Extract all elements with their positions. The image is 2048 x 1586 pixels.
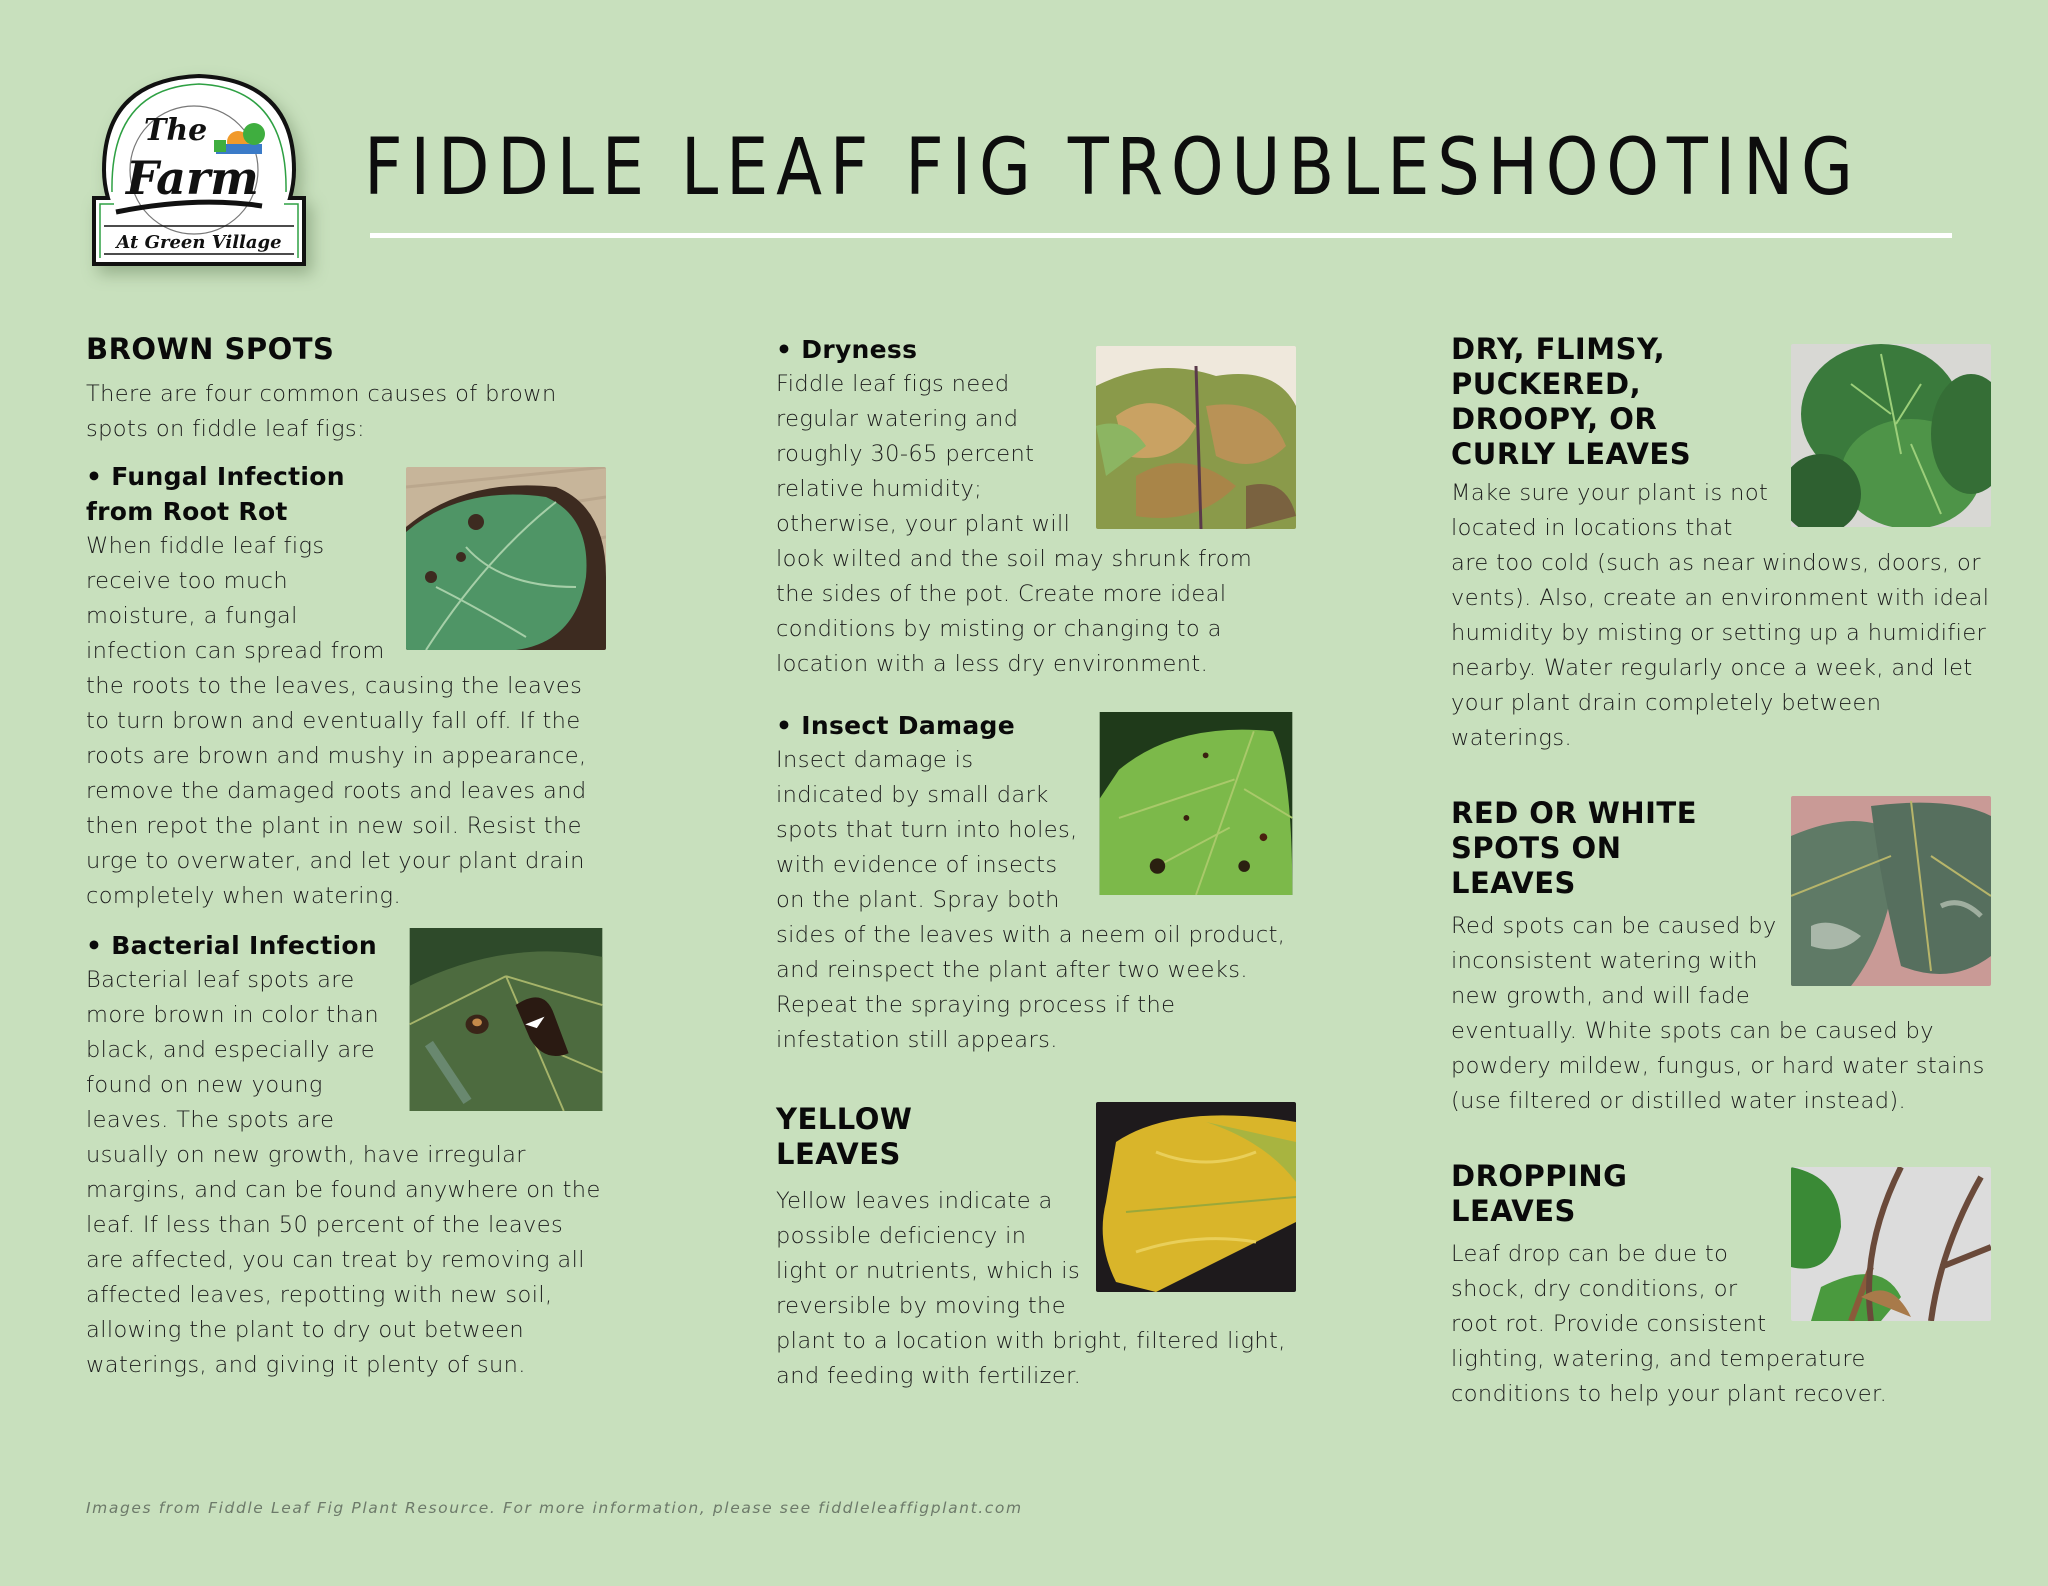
svg-text:At Green Village: At Green Village	[116, 232, 282, 253]
section-red-white-spots	[1451, 796, 1991, 1119]
column-middle	[776, 332, 1296, 1394]
section-yellow-leaves	[776, 1102, 1296, 1394]
heading-yellow-leaves: YELLOW LEAVES	[776, 1102, 913, 1171]
fungal-infection-text: When fiddle leaf figs receive too much moisture, a fungal infection can spread from the roots to the leaves, causing the leaves to turn brown and eventually fall off. If the roots are brown and mushy in appearance, remove the damaged roots and leaves and then repot the plant in new soil. Resist the urge to overwater, and let your plant drain completely when watering.	[86, 533, 587, 909]
brown-spots-intro: There are four common causes of brown spots on fiddle leaf figs:	[86, 381, 557, 442]
dropping-leaves-text: Leaf drop can be due to shock, dry conditions, or root rot. Provide consistent lighting, watering, and temperature conditions to help your plant recover.	[1451, 1241, 1888, 1407]
bacterial-infection-text: Bacterial leaf spots are more brown in color than black, and especially are found on new young leaves. The spots are usually on new growth, have irregular margins, and can be found anywhere on the leaf. If less than 50 percent of the leaves are affected, you can treat by removing all affected leaves, repotting with new soil, allowing the plant to dry out between waterings, and giving it plenty of sun.	[86, 967, 601, 1378]
leaf-with-holes-icon	[1096, 712, 1296, 895]
heading-dropping-leaves: DROPPING LEAVES	[1451, 1159, 1628, 1228]
bare-stems-icon	[1791, 1167, 1991, 1321]
fungal-leaf-photo	[406, 467, 606, 650]
insect-damage-photo	[1096, 712, 1296, 895]
svg-text:The: The	[144, 113, 208, 148]
heading-dryness: • Dryness	[776, 335, 918, 364]
heading-red-white-spots: RED OR WHITE SPOTS ON LEAVES	[1451, 796, 1698, 900]
the-farm-logo	[86, 66, 312, 272]
dryness-photo	[1096, 346, 1296, 529]
section-dryness	[776, 332, 1296, 682]
insect-damage-text: Insect damage is indicated by small dark spots that turn into holes, with evidence of insects on the plant. Spray both sides of the leaves with a neem oil product, and reinspect the plant after two weeks. Repeat the spraying process if the infestation still appears.	[776, 747, 1286, 1053]
droopy-leaves-photo	[1791, 344, 1991, 527]
title-divider	[370, 233, 1952, 238]
svg-text:Farm: Farm	[126, 151, 259, 205]
heading-brown-spots: BROWN SPOTS	[86, 332, 335, 366]
heading-bacterial-infection: • Bacterial Infection	[86, 931, 377, 960]
leaves-with-white-spots-icon	[1791, 796, 1991, 986]
section-dry-flimsy-leaves	[1451, 332, 1991, 756]
section-dropping-leaves	[1451, 1159, 1991, 1412]
leaf-with-dark-spots-icon	[406, 467, 606, 650]
column-brown-spots	[86, 332, 606, 1383]
wilted-leaves-icon	[1096, 346, 1296, 529]
heading-fungal-infection: • Fungal Infection from Root Rot	[86, 462, 345, 526]
dry-flimsy-leaves-text: Make sure your plant is not located in locations that are too cold (such as near windows, doors, or vents). Also, create an environment with ideal humidity by misting or setting up a humidifier nearby. Water regularly once a week, and let your plant drain completely between waterings.	[1451, 480, 1990, 751]
heading-insect-damage: • Insect Damage	[776, 711, 1015, 740]
section-bacterial-infection	[86, 928, 606, 1383]
bacterial-leaf-photo	[406, 928, 606, 1111]
leaf-with-bacterial-spot-icon	[406, 928, 606, 1111]
image-credit-footer: Images from Fiddle Leaf Fig Plant Resource. For more information, please see fiddleleaffigplant.com	[86, 1499, 1023, 1517]
white-spots-photo	[1791, 796, 1991, 986]
column-right	[1451, 332, 1991, 1412]
heading-dry-flimsy-leaves: DRY, FLIMSY, PUCKERED, DROOPY, OR CURLY LEAVES	[1451, 332, 1692, 471]
droopy-leaves-icon	[1791, 344, 1991, 527]
yellow-leaf-icon	[1096, 1102, 1296, 1292]
section-fungal-infection	[86, 459, 606, 914]
page-title: FIDDLE LEAF FIG TROUBLESHOOTING	[364, 123, 1861, 213]
yellow-leaves-text: Yellow leaves indicate a possible deficiency in light or nutrients, which is reversible by moving the plant to a location with bright, filtered light, and feeding with fertilizer.	[776, 1188, 1286, 1389]
farm-logo-icon	[86, 66, 312, 272]
red-white-spots-text: Red spots can be caused by inconsistent watering with new growth, and will fade eventually. White spots can be caused by powdery mildew, fungus, or hard water stains (use filtered or distilled water instead).	[1451, 913, 1985, 1114]
yellow-leaves-photo	[1096, 1102, 1296, 1292]
section-brown-spots	[86, 332, 606, 447]
dropping-leaves-photo	[1791, 1167, 1991, 1321]
dryness-text: Fiddle leaf figs need regular watering and roughly 30-65 percent relative humidity; otherwise, your plant will look wilted and the soil may shrunk from the sides of the pot. Create more ideal conditions by misting or changing to a location with a less dry environment.	[776, 371, 1253, 677]
section-insect-damage	[776, 708, 1296, 1058]
